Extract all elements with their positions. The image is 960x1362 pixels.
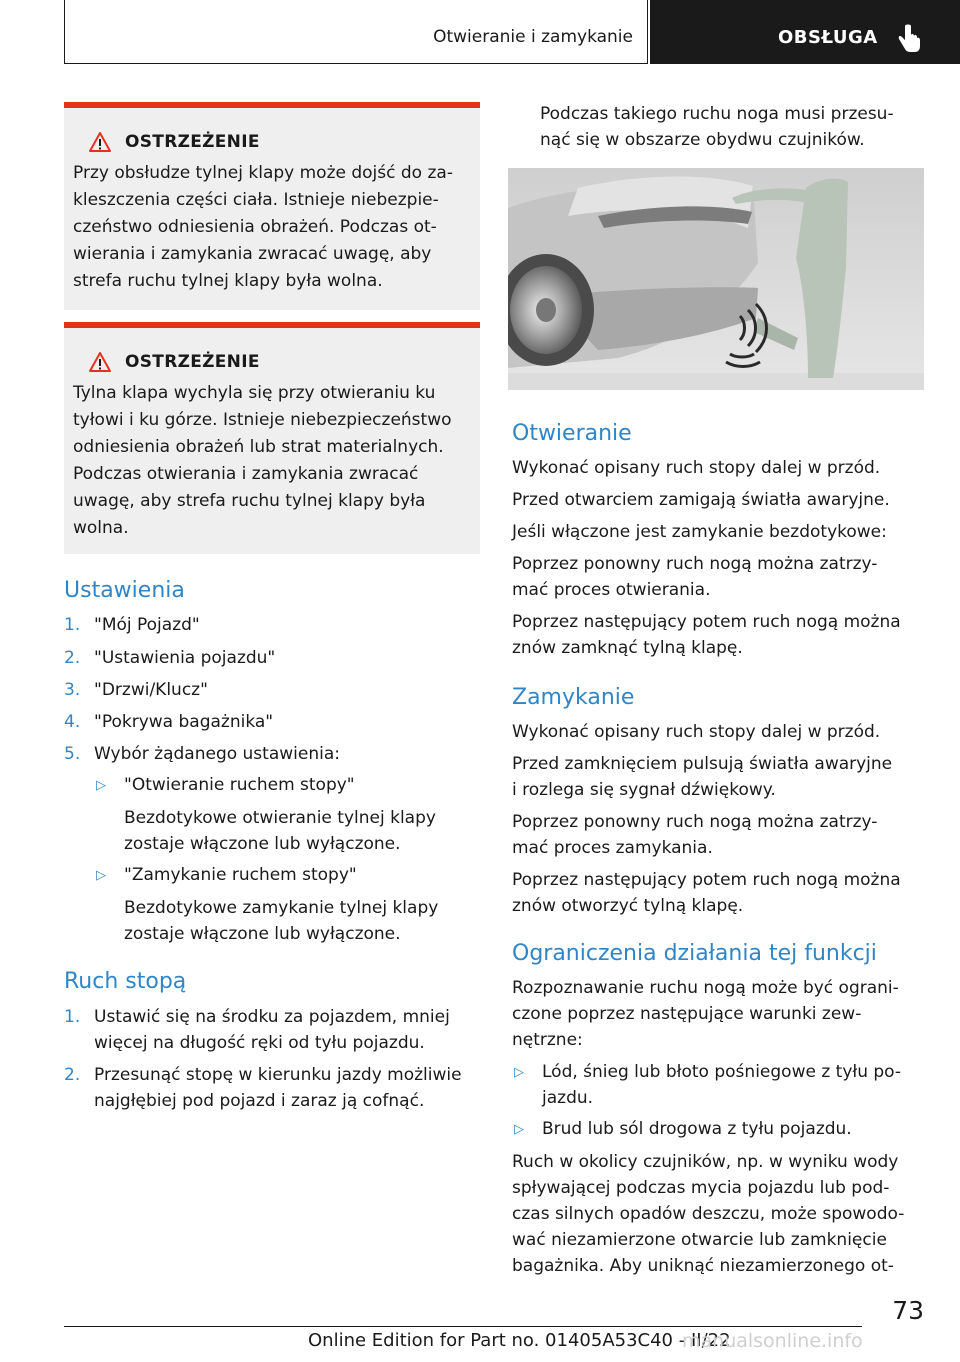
list-text: więcej na długość ręki od tyłu pojazdu. — [94, 1033, 425, 1053]
warning-text — [73, 380, 470, 542]
footer-divider — [64, 1326, 862, 1327]
list-text: "Pokrywa bagażnika" — [94, 712, 274, 732]
list-number: 2. — [64, 648, 81, 668]
header-title: Otwieranie i zamykanie — [433, 27, 633, 47]
sub-option-label: "Otwieranie ruchem stopy" — [124, 775, 355, 795]
warning-triangle-icon — [89, 132, 111, 152]
warning-line: wierania i zamykania zwracać uwagę, aby — [73, 244, 432, 264]
paragraph: Poprzez ponowny ruch nogą można zatrzy- — [512, 812, 878, 832]
footer-edition: Online Edition for Part no. 01405A53C40 - II/22 — [308, 1330, 731, 1351]
pointing-hand-icon — [896, 24, 922, 54]
sub-option-label: "Zamykanie ruchem stopy" — [124, 865, 357, 885]
heading-ograniczenia: Ograniczenia działania tej funkcji — [512, 941, 877, 966]
bullet-text: Brud lub sól drogowa z tyłu pojazdu. — [542, 1119, 852, 1139]
warning-line: czeństwo odniesienia obrażeń. Podczas ot- — [73, 217, 437, 237]
paragraph: Wykonać opisany ruch stopy dalej w przód. — [512, 458, 881, 478]
bullet-triangle-icon: ▷ — [514, 1065, 524, 1080]
sub-option-desc: Bezdotykowe otwieranie tylnej klapy — [124, 808, 436, 828]
warning-line: Podczas otwierania i zamykania zwracać — [73, 464, 419, 484]
bullet-triangle-icon: ▷ — [514, 1122, 524, 1137]
warning-title: OSTRZEŻENIE — [125, 132, 260, 152]
warning-line: strefa ruchu tylnej klapy była wolna. — [73, 271, 383, 291]
paragraph: Przed zamknięciem pulsują światła awaryjne — [512, 754, 893, 774]
list-number: 3. — [64, 680, 81, 700]
intro-text: Podczas takiego ruchu noga musi przesu- — [540, 104, 894, 124]
header-title-box — [64, 0, 648, 64]
list-number: 2. — [64, 1065, 81, 1085]
paragraph: mać proces otwierania. — [512, 580, 711, 600]
header-section-box — [650, 0, 960, 64]
warning-title: OSTRZEŻENIE — [125, 352, 260, 372]
paragraph: spływającej podczas mycia pojazdu lub pod- — [512, 1178, 890, 1198]
paragraph: znów otworzyć tylną klapę. — [512, 896, 744, 916]
paragraph: Rozpoznawanie ruchu nogą może być ograni- — [512, 978, 899, 998]
list-text: najgłębiej pod pojazd i zaraz ją cofnąć. — [94, 1091, 425, 1111]
list-text: "Ustawienia pojazdu" — [94, 648, 276, 668]
car-rear-illustration — [508, 168, 924, 390]
sub-option-desc: Bezdotykowe zamykanie tylnej klapy — [124, 898, 439, 918]
warning-line: Przy obsłudze tylnej klapy może dojść do za- — [73, 163, 453, 183]
warning-line: tyłowi i ku górze. Istnieje niebezpieczeństwo — [73, 410, 452, 430]
warning-line: odniesienia obrażeń lub strat materialnych. — [73, 437, 444, 457]
list-text: "Mój Pojazd" — [94, 615, 200, 635]
intro-text: nąć się w obszarze obydwu czujników. — [540, 130, 865, 150]
warning-box-1 — [64, 102, 480, 310]
paragraph: mać proces zamykania. — [512, 838, 713, 858]
paragraph: Poprzez następujący potem ruch nogą można — [512, 612, 901, 632]
list-text: Wybór żądanego ustawienia: — [94, 744, 340, 764]
footer-watermark: manualsonline.info — [682, 1330, 863, 1352]
heading-ruch-stopa: Ruch stopą — [64, 969, 187, 994]
sub-option-desc: zostaje włączone lub wyłączone. — [124, 834, 401, 854]
list-number: 4. — [64, 712, 81, 732]
foot-sensor-illustration — [508, 168, 924, 390]
paragraph: czas silnych opadów deszczu, może spowodo- — [512, 1204, 905, 1224]
heading-ustawienia: Ustawienia — [64, 578, 185, 603]
paragraph: bagażnika. Aby uniknąć niezamierzonego ot- — [512, 1256, 894, 1276]
warning-box-2 — [64, 322, 480, 554]
warning-line: uwagę, aby strefa ruchu tylnej klapy była — [73, 491, 426, 511]
list-number: 1. — [64, 1007, 81, 1027]
warning-line: wolna. — [73, 518, 129, 538]
bullet-text: jazdu. — [542, 1088, 594, 1108]
paragraph: Poprzez ponowny ruch nogą można zatrzy- — [512, 554, 878, 574]
warning-text — [73, 160, 470, 295]
page-number: 73 — [892, 1296, 924, 1325]
paragraph: nętrzne: — [512, 1030, 583, 1050]
paragraph: Wykonać opisany ruch stopy dalej w przód. — [512, 722, 881, 742]
heading-otwieranie: Otwieranie — [512, 421, 632, 446]
paragraph: Ruch w okolicy czujników, np. w wyniku wody — [512, 1152, 899, 1172]
paragraph: znów zamknąć tylną klapę. — [512, 638, 743, 658]
paragraph: Poprzez następujący potem ruch nogą można — [512, 870, 901, 890]
paragraph: wać niezamierzone otwarcie lub zamknięcie — [512, 1230, 887, 1250]
paragraph: Jeśli włączone jest zamykanie bezdotykowe: — [512, 522, 887, 542]
warning-line: kleszczenia części ciała. Istnieje niebezpie- — [73, 190, 439, 210]
sub-option-desc: zostaje włączone lub wyłączone. — [124, 924, 401, 944]
list-text: "Drzwi/Klucz" — [94, 680, 208, 700]
warning-triangle-icon — [89, 352, 111, 372]
header-section: OBSŁUGA — [778, 27, 878, 48]
bullet-triangle-icon: ▷ — [96, 778, 106, 793]
list-number: 1. — [64, 615, 81, 635]
paragraph: czone poprzez następujące warunki zew- — [512, 1004, 862, 1024]
bullet-triangle-icon: ▷ — [96, 868, 106, 883]
list-text: Ustawić się na środku za pojazdem, mniej — [94, 1007, 450, 1027]
warning-line: Tylna klapa wychyla się przy otwieraniu ku — [73, 383, 436, 403]
paragraph: i rozlega się sygnał dźwiękowy. — [512, 780, 776, 800]
bullet-text: Lód, śnieg lub błoto pośniegowe z tyłu po- — [542, 1062, 902, 1082]
list-number: 5. — [64, 744, 81, 764]
list-text: Przesunąć stopę w kierunku jazdy możliwie — [94, 1065, 462, 1085]
heading-zamykanie: Zamykanie — [512, 685, 635, 710]
paragraph: Przed otwarciem zamigają światła awaryjne. — [512, 490, 890, 510]
